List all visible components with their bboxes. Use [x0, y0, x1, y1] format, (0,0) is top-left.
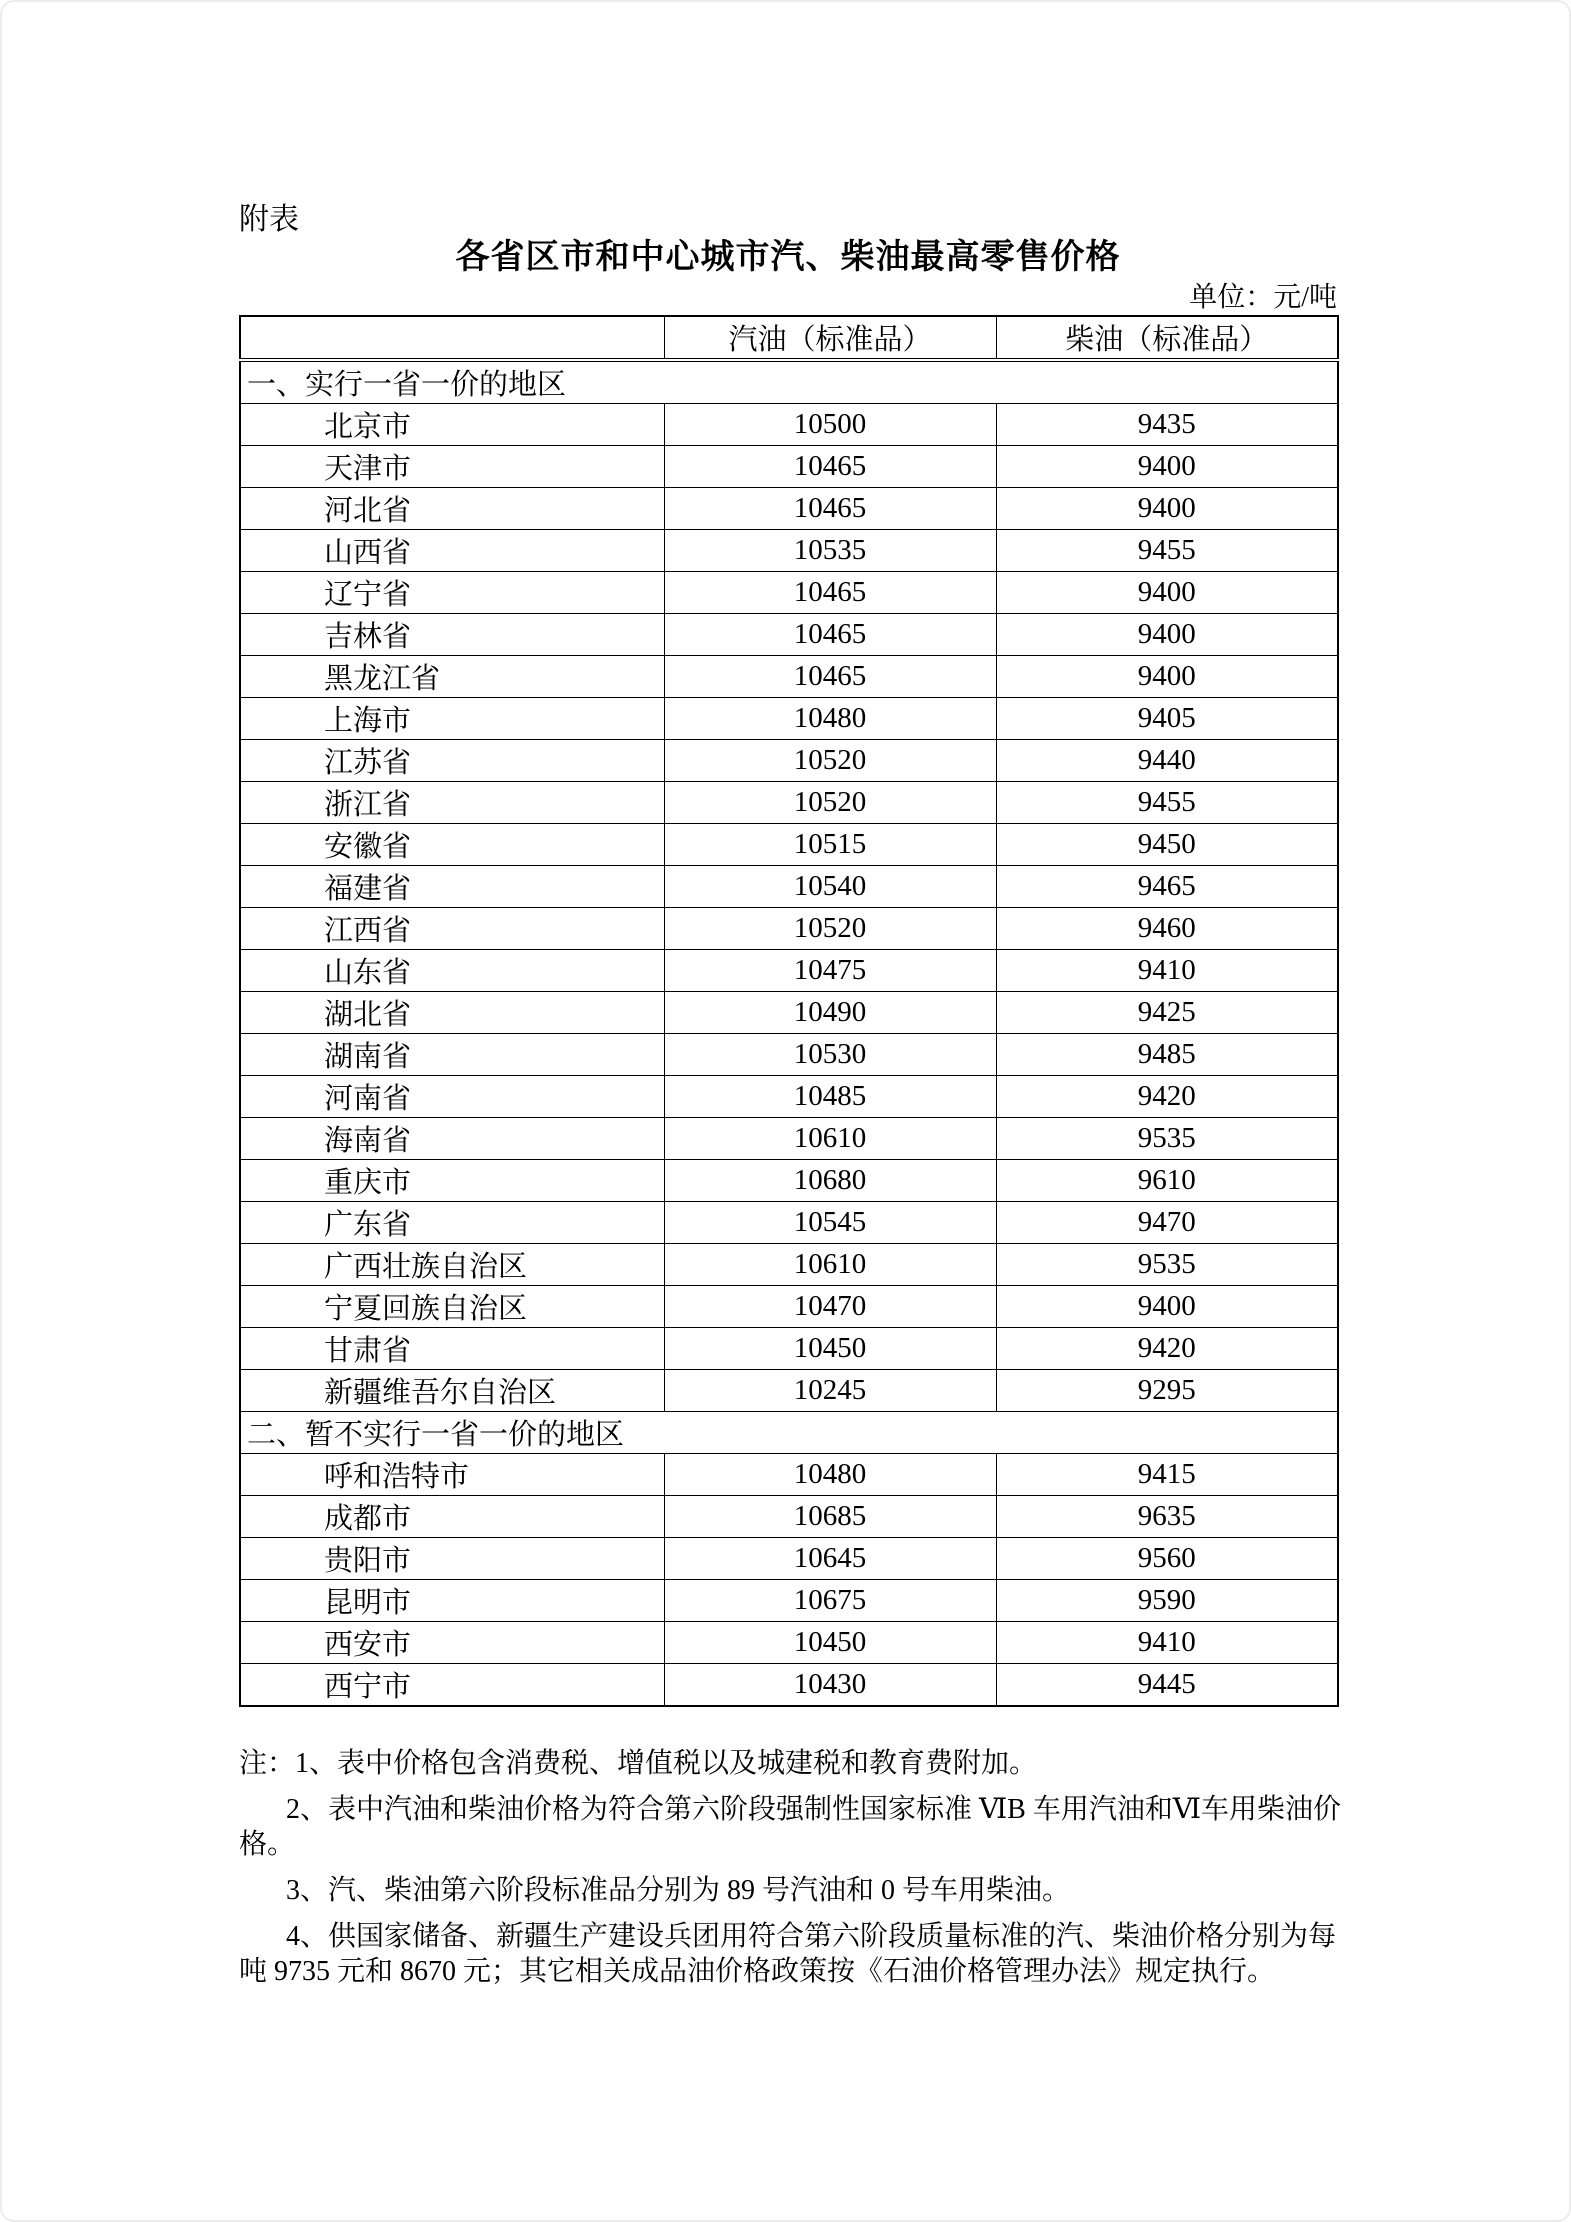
gasoline-price: 10645 [664, 1538, 996, 1580]
table-row [240, 908, 1338, 950]
region-name: 成都市 [240, 1496, 664, 1538]
region-name: 甘肃省 [240, 1328, 664, 1370]
header-diesel: 柴油（标准品） [996, 316, 1338, 360]
diesel-price: 9440 [996, 740, 1338, 782]
diesel-price: 9405 [996, 698, 1338, 740]
gasoline-price: 10450 [664, 1622, 996, 1664]
region-name: 呼和浩特市 [240, 1454, 664, 1496]
region-name: 北京市 [240, 404, 664, 446]
region-name: 山东省 [240, 950, 664, 992]
table-row [240, 446, 1338, 488]
gasoline-price: 10530 [664, 1034, 996, 1076]
diesel-price: 9400 [996, 488, 1338, 530]
gasoline-price: 10520 [664, 782, 996, 824]
region-name: 广东省 [240, 1202, 664, 1244]
page-title: 各省区市和中心城市汽、柴油最高零售价格 [455, 238, 1121, 276]
diesel-price: 9425 [996, 992, 1338, 1034]
diesel-price: 9460 [996, 908, 1338, 950]
diesel-price: 9465 [996, 866, 1338, 908]
gasoline-price: 10465 [664, 614, 996, 656]
gasoline-price: 10680 [664, 1160, 996, 1202]
note-line: 2、表中汽油和柴油价格为符合第六阶段强制性国家标准 ⅥB 车用汽油和Ⅵ车用柴油价 [286, 1794, 1342, 1825]
diesel-price: 9420 [996, 1076, 1338, 1118]
section-header-label: 二、暂不实行一省一价的地区 [240, 1412, 1338, 1454]
diesel-price: 9400 [996, 656, 1338, 698]
gasoline-price: 10490 [664, 992, 996, 1034]
region-name: 上海市 [240, 698, 664, 740]
gasoline-price: 10685 [664, 1496, 996, 1538]
gasoline-price: 10480 [664, 1454, 996, 1496]
table-row [240, 1370, 1338, 1412]
note-paragraph [239, 1873, 1349, 1908]
diesel-price: 9535 [996, 1244, 1338, 1286]
table-row [240, 1538, 1338, 1580]
header-gasoline: 汽油（标准品） [664, 316, 996, 360]
region-name: 安徽省 [240, 824, 664, 866]
region-name: 江西省 [240, 908, 664, 950]
section-header-label: 一、实行一省一价的地区 [240, 360, 1338, 404]
gasoline-price: 10515 [664, 824, 996, 866]
table-header-row [240, 316, 1338, 360]
table-row [240, 1118, 1338, 1160]
gasoline-price: 10540 [664, 866, 996, 908]
diesel-price: 9485 [996, 1034, 1338, 1076]
table-row [240, 1286, 1338, 1328]
table-row [240, 404, 1338, 446]
gasoline-price: 10675 [664, 1580, 996, 1622]
diesel-price: 9410 [996, 950, 1338, 992]
section-header-row [240, 1412, 1338, 1454]
table-row [240, 1622, 1338, 1664]
note-line: 注：1、表中价格包含消费税、增值税以及城建税和教育费附加。 [239, 1748, 1038, 1779]
table-row [240, 1328, 1338, 1370]
diesel-price: 9400 [996, 572, 1338, 614]
region-name: 西宁市 [240, 1664, 664, 1707]
diesel-price: 9590 [996, 1580, 1338, 1622]
table-row [240, 614, 1338, 656]
note-paragraph [239, 1746, 1349, 1781]
gasoline-price: 10610 [664, 1244, 996, 1286]
table-row [240, 530, 1338, 572]
diesel-price: 9400 [996, 614, 1338, 656]
diesel-price: 9450 [996, 824, 1338, 866]
table-row [240, 1202, 1338, 1244]
region-name: 西安市 [240, 1622, 664, 1664]
region-name: 山西省 [240, 530, 664, 572]
region-name: 河北省 [240, 488, 664, 530]
diesel-price: 9535 [996, 1118, 1338, 1160]
table-row [240, 740, 1338, 782]
region-name: 湖北省 [240, 992, 664, 1034]
attachment-label: 附表 [239, 203, 299, 236]
note-line: 吨 9735 元和 8670 元；其它相关成品油价格政策按《石油价格管理办法》规定执行。 [239, 1956, 1276, 1987]
table-row [240, 1580, 1338, 1622]
region-name: 浙江省 [240, 782, 664, 824]
region-name: 江苏省 [240, 740, 664, 782]
table-row [240, 950, 1338, 992]
gasoline-price: 10465 [664, 572, 996, 614]
table-row [240, 782, 1338, 824]
table-row [240, 1034, 1338, 1076]
diesel-price: 9445 [996, 1664, 1338, 1707]
gasoline-price: 10500 [664, 404, 996, 446]
table-row [240, 572, 1338, 614]
note-paragraph [239, 1919, 1349, 1989]
note-line: 3、汽、柴油第六阶段标准品分别为 89 号汽油和 0 号车用柴油。 [286, 1875, 1071, 1906]
diesel-price: 9410 [996, 1622, 1338, 1664]
section-header-row [240, 360, 1338, 404]
gasoline-price: 10520 [664, 740, 996, 782]
notes-section [239, 1746, 1349, 2000]
diesel-price: 9635 [996, 1496, 1338, 1538]
region-name: 天津市 [240, 446, 664, 488]
diesel-price: 9400 [996, 446, 1338, 488]
price-table [239, 315, 1339, 1707]
table-row [240, 992, 1338, 1034]
unit-label: 单位：元/吨 [1189, 282, 1337, 313]
table-row [240, 1496, 1338, 1538]
table-row [240, 824, 1338, 866]
diesel-price: 9455 [996, 782, 1338, 824]
diesel-price: 9470 [996, 1202, 1338, 1244]
note-line: 格。 [239, 1829, 296, 1860]
region-name: 吉林省 [240, 614, 664, 656]
gasoline-price: 10450 [664, 1328, 996, 1370]
region-name: 黑龙江省 [240, 656, 664, 698]
gasoline-price: 10245 [664, 1370, 996, 1412]
diesel-price: 9415 [996, 1454, 1338, 1496]
region-name: 湖南省 [240, 1034, 664, 1076]
diesel-price: 9420 [996, 1328, 1338, 1370]
gasoline-price: 10520 [664, 908, 996, 950]
diesel-price: 9400 [996, 1286, 1338, 1328]
region-name: 辽宁省 [240, 572, 664, 614]
diesel-price: 9295 [996, 1370, 1338, 1412]
gasoline-price: 10465 [664, 488, 996, 530]
gasoline-price: 10465 [664, 446, 996, 488]
table-row [240, 1076, 1338, 1118]
note-line: 4、供国家储备、新疆生产建设兵团用符合第六阶段质量标准的汽、柴油价格分别为每 [286, 1921, 1337, 1952]
header-region [240, 316, 664, 360]
table-row [240, 1454, 1338, 1496]
table-row [240, 656, 1338, 698]
gasoline-price: 10475 [664, 950, 996, 992]
gasoline-price: 10610 [664, 1118, 996, 1160]
gasoline-price: 10545 [664, 1202, 996, 1244]
table-row [240, 1160, 1338, 1202]
gasoline-price: 10485 [664, 1076, 996, 1118]
region-name: 福建省 [240, 866, 664, 908]
gasoline-price: 10480 [664, 698, 996, 740]
diesel-price: 9560 [996, 1538, 1338, 1580]
gasoline-price: 10430 [664, 1664, 996, 1707]
note-paragraph [239, 1792, 1349, 1862]
table-row [240, 866, 1338, 908]
region-name: 重庆市 [240, 1160, 664, 1202]
diesel-price: 9610 [996, 1160, 1338, 1202]
table-row [240, 1244, 1338, 1286]
region-name: 河南省 [240, 1076, 664, 1118]
diesel-price: 9455 [996, 530, 1338, 572]
region-name: 海南省 [240, 1118, 664, 1160]
region-name: 昆明市 [240, 1580, 664, 1622]
region-name: 贵阳市 [240, 1538, 664, 1580]
gasoline-price: 10535 [664, 530, 996, 572]
region-name: 广西壮族自治区 [240, 1244, 664, 1286]
table-row [240, 1664, 1338, 1707]
gasoline-price: 10465 [664, 656, 996, 698]
table-row [240, 488, 1338, 530]
table-row [240, 698, 1338, 740]
gasoline-price: 10470 [664, 1286, 996, 1328]
region-name: 宁夏回族自治区 [240, 1286, 664, 1328]
diesel-price: 9435 [996, 404, 1338, 446]
region-name: 新疆维吾尔自治区 [240, 1370, 664, 1412]
